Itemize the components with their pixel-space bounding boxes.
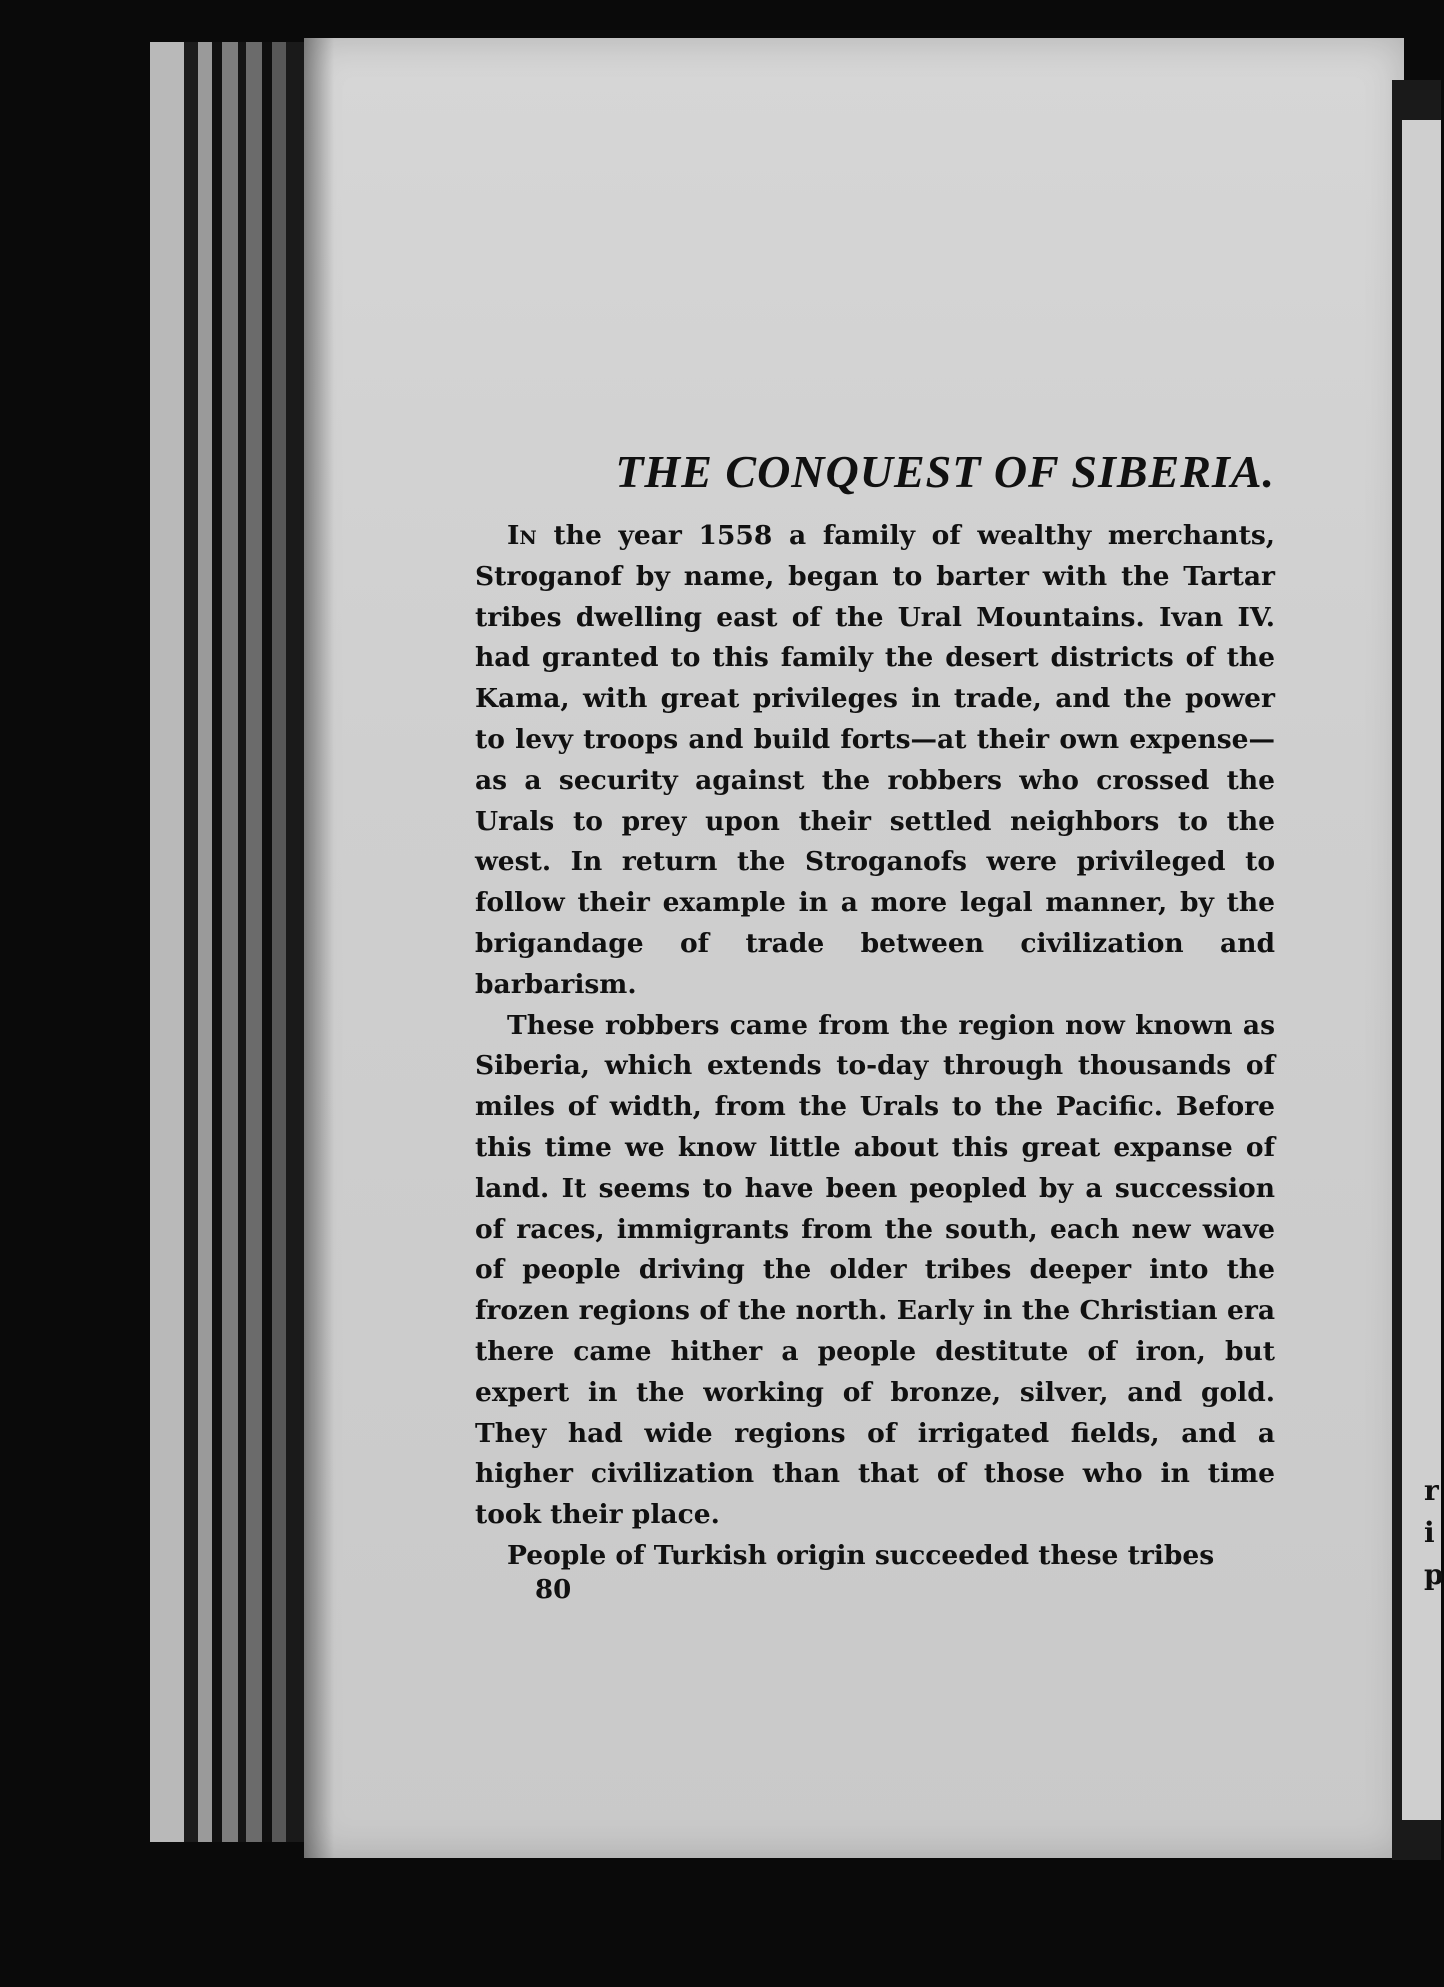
- chapter-title: THE CONQUEST OF SIBERIA.: [615, 446, 1275, 497]
- paragraph-3: People of Turkish origin succeeded these tribes: [507, 1539, 1215, 1571]
- facing-letter: p: [1424, 1558, 1444, 1591]
- facing-page-letters: [1424, 1470, 1444, 1596]
- page-number: 80: [535, 1574, 572, 1605]
- page-edge-stack: [262, 42, 272, 1842]
- page-edge-stack: [286, 42, 304, 1842]
- facing-letter: r: [1424, 1474, 1439, 1507]
- page-edge-stack: [246, 42, 262, 1842]
- facing-letter: i: [1424, 1516, 1435, 1549]
- page-edge-stack: [198, 42, 212, 1842]
- spine-shadow: [304, 38, 334, 1858]
- page-edge-stack: [212, 42, 222, 1842]
- page-text-block: [475, 445, 1275, 1605]
- page-edge-stack: [238, 42, 246, 1842]
- paragraph-2: These robbers came from the region now known as Siberia, which extends to-day through thousands of miles of width, from the Urals to the Pacific. Before this time we know little about this great expanse of land. It seems to have been peopled by a succession of races, immigrants from the south, each new wave of people driving the older tribes deeper into the frozen regions of the north. Early in the Christian era there came hither a people destitute of iron, but expert in the working of bronze, silver, and gold. They had wide regions of irrigated fields, and a higher civilization than that of those who in time took their place.: [475, 1009, 1275, 1531]
- page-edge-stack: [272, 42, 286, 1842]
- paragraph-1: [475, 516, 1275, 1006]
- page-edge-stack: [222, 42, 238, 1842]
- paragraph-1-text: the year 1558 a family of wealthy merchants, Stroganof by name, began to barter with the Tartar tribes dwelling east of the Ural Mountains. Ivan IV. had granted to this family the desert districts of the Kama, with great privileges in trade, and the power to levy troops and build forts—at their own expense—as a security against the robbers who crossed the Urals to prey upon their settled neighbors to the west. In return the Stroganofs were privileged to follow their example in a more legal manner, by the brigandage of trade between civilization and barbarism.: [475, 520, 1275, 1000]
- body-text: [475, 516, 1275, 1577]
- page-edge-stack: [184, 42, 198, 1842]
- drop-word: In: [507, 520, 537, 551]
- page-edge-stack: [150, 42, 184, 1842]
